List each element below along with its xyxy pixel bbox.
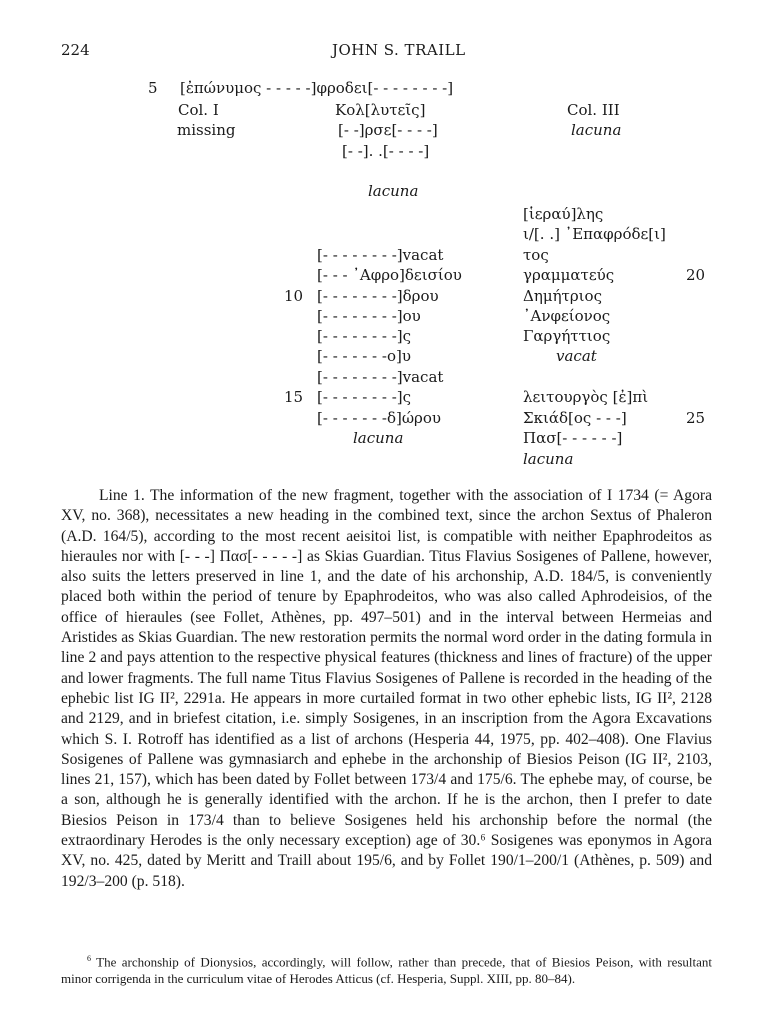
line-number: 25: [686, 409, 706, 427]
line-number: 10: [284, 287, 304, 305]
col3-row: λειτουργὸς [ἐ]πὶ: [523, 388, 649, 406]
col3-row: [ἱεραύ]λης: [523, 205, 604, 223]
running-title: JOHN S. TRAILL: [332, 41, 466, 59]
commentary: [61, 486, 712, 892]
col2-row: [- - - - - - - -]ς: [317, 327, 412, 345]
col2-row: [- - - - - - - -]ς: [317, 388, 412, 406]
col2-row: [- - - - - - - -]δρου: [317, 287, 439, 305]
col2-row: [- - - - - - -ο]υ: [317, 347, 411, 365]
col3-row: ᾿Ανφείονος: [523, 307, 611, 325]
col2-line: [- -]. .[- - - -]: [342, 142, 430, 160]
col3-row: ι/[. .] ᾿Επαφρόδε[ι]: [523, 225, 666, 243]
col1-note: missing: [177, 121, 236, 139]
line-number: 15: [284, 388, 304, 406]
col3-row: lacuna: [523, 450, 574, 468]
col3-row: γραμματεύς: [523, 266, 615, 284]
col2-row: [- - - - - - - -]ου: [317, 307, 421, 325]
footnote-text: [61, 950, 712, 987]
col2-line: [- -]ρσε[- - - -]: [338, 121, 438, 139]
footnote: [61, 950, 712, 987]
col3-note: lacuna: [571, 121, 622, 139]
col2-row: [- - - - - - - -]vacat: [317, 246, 444, 264]
col3-row: Πασ[- - - - - -]: [523, 429, 623, 447]
col3-row: Γαργήττιος: [523, 327, 611, 345]
col2-row: [- - - - - - - -]vacat: [317, 368, 444, 386]
lacuna-label: lacuna: [353, 429, 404, 447]
footnote-body: The archonship of Dionysios, accordingly, will follow, rather than precede, that of Biesios Peison, with resultant minor corrigenda in the curriculum vitae of Herodes Atticus (cf. Hesperia, Suppl. XIII, pp. 80–84).: [61, 954, 713, 987]
page-number: 224: [61, 41, 90, 59]
col3-row: Δημήτριος: [523, 287, 602, 305]
col3-title: Col. III: [567, 101, 620, 119]
line-number: 5: [148, 79, 158, 97]
col2-row: [- - - - - - -δ]ώρου: [317, 409, 442, 427]
col2-row: [- - - ᾿Αφρο]δεισίου: [317, 266, 462, 284]
col3-row: τος: [523, 246, 549, 264]
lacuna-label: lacuna: [368, 182, 419, 200]
footnote-marker: 6: [87, 954, 91, 963]
commentary-paragraph: Line 1. The information of the new fragment, together with the association of I 1734 (= Agora XV, no. 368), necessitates a new heading in the combined text, since the archon Sextus of Phaleron (A.D. 164/5), according to the most recent aeisitoi list, is compatible with neither Epaphrodeitos as hieraules nor with [- - -] Πασ[- - - - -] as Skias Guardian. Titus Flavius Sosigenes of Pallene, however, also suits the letters preserved in line 1, and the date of his archonship, A.D. 184/5, is conveniently placed both within the period of tenure by Epaphrodeitos, who was also called Aphrodeisios, of the office of hieraules (see Follet, Athènes, pp. 497–501) and in the interval between Hermeias and Aristides as Skias Guardian. The new restoration permits the normal word order in the dating formula in line 2 and pays attention to the respective physical features (thickness and lines of fracture) of the upper and lower fragments. The full name Titus Flavius Sosigenes of Pallene is recorded in the heading of the ephebic list IG II², 2291a. He appears in more curtailed format in two other ephebic lists, IG II², 2128 and 2129, and in briefest citation, i.e. simply Sosigenes, in an inscription from the Agora Excavations which S. I. Rotroff has identified as a list of archons (Hesperia 44, 1975, pp. 402–408). One Flavius Sosigenes of Pallene was gymnasiarch and ephebe in the archonship of Biesios Peison (IG II², 2103, lines 21, 157), which has been dated by Follet between 173/4 and 175/6. The ephebe may, of course, be a son, although he is generally identified with the archon. If he is the archon, then I prefer to date Biesios Peison in 173/4 than to believe Sosigenes held his archonship before the normal (the extraordinary Herodes is the only necessary exception) age of 30.⁶ Sosigenes was eponymos in Agora XV, no. 425, dated by Meritt and Traill about 195/6, and by Follet 190/1–200/1 (Athènes, p. 509) and 192/3–200 (p. 518).: [61, 487, 712, 890]
col3-row: vacat: [556, 347, 597, 365]
line-number: 20: [686, 266, 706, 284]
col3-row: Σκιάδ[ος - - -]: [523, 409, 627, 427]
inscription-line-5: [ἐπώνυμος - - - - -]φροδει[- - - - - - - -]: [180, 79, 454, 97]
col2-title: Κολ[λυτεῖς]: [335, 101, 426, 119]
col1-title: Col. I: [178, 101, 219, 119]
